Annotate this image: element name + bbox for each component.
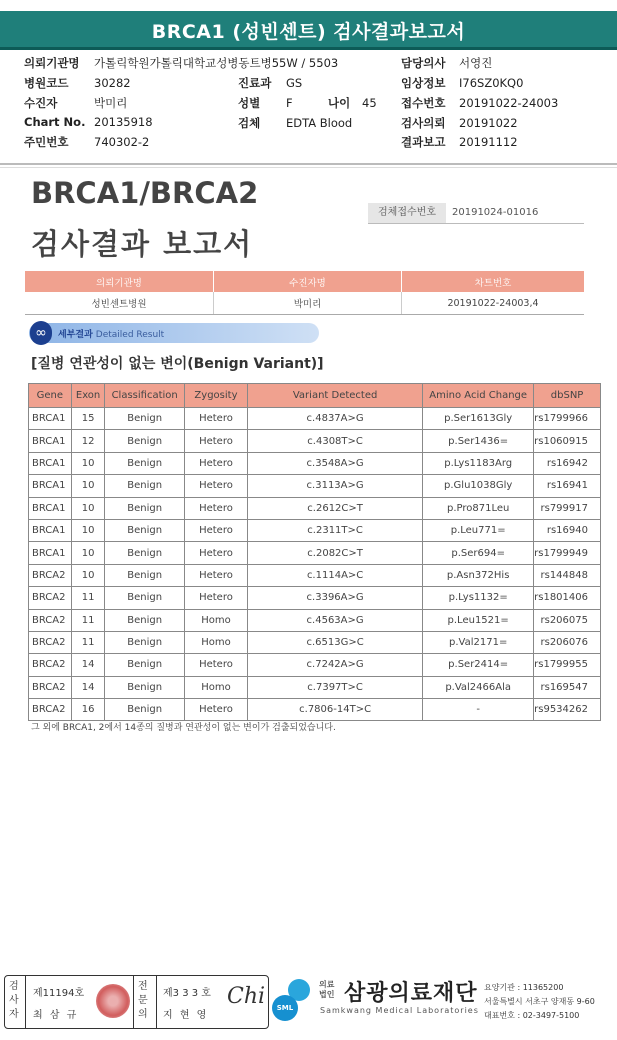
specialist-license-no: 제3 3 3 호 (163, 988, 211, 999)
table-cell: p.Leu1521= (423, 609, 534, 631)
logo-circle: SML (272, 995, 298, 1021)
request-row: 검사의뢰 20191022 (401, 116, 518, 130)
table-cell: rs16942 (534, 452, 601, 474)
clinical-row: 임상정보 I76SZ0KQ0 (401, 76, 524, 90)
column-header: 의뢰기관명 (25, 271, 214, 292)
table-cell: c.6513G>C (248, 631, 423, 653)
table-row (29, 654, 601, 676)
table-cell: p.Lys1132= (423, 587, 534, 609)
ribbon-icon: ∞ (30, 321, 52, 345)
table-cell: c.4563A>G (248, 609, 423, 631)
table-cell: c.4837A>G (248, 408, 423, 430)
table-cell: Hetero (184, 452, 247, 474)
doctor-row: 담당의사 서영진 (401, 56, 493, 70)
table-cell: Benign (105, 452, 184, 474)
table-cell: 10 (71, 519, 105, 541)
footnote: 그 외에 BRCA1, 2에서 14종의 질병과 연관성이 없는 변이가 검출되었습니다. (31, 723, 336, 733)
table-cell: 15 (71, 408, 105, 430)
table-cell: BRCA2 (29, 631, 72, 653)
column-header: Gene (29, 384, 72, 408)
table-row (29, 699, 601, 721)
detailed-result-label: 세부결과 Detailed Result (58, 330, 165, 340)
signature: Chi (227, 984, 266, 1009)
table-cell: Benign (105, 408, 184, 430)
table-cell: Benign (105, 430, 184, 452)
table-row (29, 519, 601, 541)
column-header: Zygosity (184, 384, 247, 408)
table-cell: Benign (105, 542, 184, 564)
table-cell: BRCA1 (29, 542, 72, 564)
table-cell: rs144848 (534, 564, 601, 586)
table-row (29, 497, 601, 519)
divider (0, 167, 617, 168)
table-cell: BRCA2 (29, 654, 72, 676)
table-cell: rs206076 (534, 631, 601, 653)
table-cell: Hetero (184, 654, 247, 676)
receipt-row: 접수번호 20191022-24003 (401, 96, 559, 110)
table-cell: p.Glu1038Gly (423, 475, 534, 497)
report-heading: 검사결과 보고서 (31, 227, 254, 261)
org-name-english: Samkwang Medical Laboratories (320, 1006, 479, 1015)
table-cell: Benign (105, 564, 184, 586)
specialist-label: 전문의 (138, 981, 148, 1020)
table-cell: Benign (105, 654, 184, 676)
patient-row: 수진자 박미리 (24, 96, 128, 110)
report-title-bar (0, 11, 617, 50)
table-cell: 14 (71, 676, 105, 698)
table-row (29, 631, 601, 653)
specimen-receipt-label: 검체접수번호 (368, 203, 446, 223)
signature-box (4, 975, 269, 1029)
table-cell: c.2082C>T (248, 542, 423, 564)
table-cell: 11 (71, 587, 105, 609)
table-row (29, 676, 601, 698)
table-row (29, 609, 601, 631)
table-cell: rs1801406 (534, 587, 601, 609)
table-cell: Homo (184, 609, 247, 631)
table-row (29, 452, 601, 474)
table-cell: rs9534262 (534, 699, 601, 721)
column-header: 차트번호 (402, 271, 585, 292)
org-address: 서울특별시 서초구 양재동 9-60 (484, 997, 595, 1006)
org-phone: 대표번호 : 02-3497-5100 (484, 1011, 580, 1020)
table-cell: Benign (105, 519, 184, 541)
examiner-license-no: 제11194호 (33, 988, 85, 999)
table-cell: 11 (71, 609, 105, 631)
table-cell: 10 (71, 542, 105, 564)
table-cell: Benign (105, 631, 184, 653)
divider (0, 163, 617, 165)
table-cell: p.Ser1436= (423, 430, 534, 452)
table-cell: Benign (105, 497, 184, 519)
org-code: 요양기관 : 11365200 (484, 983, 564, 992)
corp-label: 의료 법인 (319, 980, 335, 999)
table-cell: c.3548A>G (248, 452, 423, 474)
report-date-row: 결과보고 20191112 (401, 135, 518, 149)
section-title: [질병 연관성이 없는 변이(Benign Variant)] (31, 356, 324, 372)
table-cell: c.2612C>T (248, 497, 423, 519)
table-cell: BRCA2 (29, 587, 72, 609)
table-row (29, 408, 601, 430)
table-cell: 11 (71, 631, 105, 653)
table-cell: 12 (71, 430, 105, 452)
report-heading-genes: BRCA1/BRCA2 (31, 176, 259, 210)
table-cell: BRCA1 (29, 452, 72, 474)
specialist-name: 지 현 영 (163, 1010, 209, 1021)
table-cell: p.Val2171= (423, 631, 534, 653)
table-cell: rs1799966 (534, 408, 601, 430)
table-row (29, 475, 601, 497)
table-cell: BRCA2 (29, 609, 72, 631)
table-cell: rs799917 (534, 497, 601, 519)
table-cell: 16 (71, 699, 105, 721)
table-row (29, 430, 601, 452)
table-cell: 10 (71, 452, 105, 474)
table-cell: p.Lys1183Arg (423, 452, 534, 474)
institution-row: 의뢰기관명 가톨릭학원가톨릭대학교성병동트병55W / 5503 (24, 56, 339, 70)
examiner-label: 검사자 (9, 981, 19, 1020)
table-cell: Hetero (184, 699, 247, 721)
table-cell: p.Asn372His (423, 564, 534, 586)
table-cell: 14 (71, 654, 105, 676)
table-cell: c.2311T>C (248, 519, 423, 541)
table-cell: c.3396A>G (248, 587, 423, 609)
table-cell: rs16941 (534, 475, 601, 497)
seal-stamp (96, 984, 130, 1018)
table-cell: Hetero (184, 430, 247, 452)
table-cell: BRCA2 (29, 699, 72, 721)
table-cell: p.Leu771= (423, 519, 534, 541)
table-cell: rs1799955 (534, 654, 601, 676)
table-cell: p.Ser1613Gly (423, 408, 534, 430)
table-cell: Benign (105, 587, 184, 609)
table-cell: rs1060915 (534, 430, 601, 452)
table-cell: 10 (71, 475, 105, 497)
specimen-receipt-box (368, 203, 584, 224)
column-header: Exon (71, 384, 105, 408)
table-cell: rs16940 (534, 519, 601, 541)
column-header: Variant Detected (248, 384, 423, 408)
table-cell: c.4308T>C (248, 430, 423, 452)
table-row (29, 542, 601, 564)
patient-summary-table (25, 271, 584, 315)
table-cell: 10 (71, 564, 105, 586)
table-cell: 20191022-24003,4 (402, 292, 585, 315)
column-header: dbSNP (534, 384, 601, 408)
examiner-name: 최 삼 규 (33, 1010, 79, 1021)
specimen-row: 검체 EDTA Blood (238, 116, 353, 130)
table-cell: p.Ser694= (423, 542, 534, 564)
column-header: Classification (105, 384, 184, 408)
table-header-row (29, 384, 601, 408)
table-cell: BRCA2 (29, 564, 72, 586)
report-title: BRCA1 (성빈센트) 검사결과보고서 (151, 21, 466, 43)
table-cell: Hetero (184, 587, 247, 609)
table-cell: rs169547 (534, 676, 601, 698)
table-cell: c.7397T>C (248, 676, 423, 698)
table-cell: Homo (184, 631, 247, 653)
table-cell: c.3113A>G (248, 475, 423, 497)
table-row (29, 564, 601, 586)
table-cell: c.1114A>C (248, 564, 423, 586)
table-cell: Homo (184, 676, 247, 698)
table-cell: 박미리 (214, 292, 402, 315)
rrn-row: 주민번호 740302-2 (24, 135, 150, 149)
table-cell: p.Val2466Ala (423, 676, 534, 698)
table-cell: rs206075 (534, 609, 601, 631)
table-cell: Hetero (184, 564, 247, 586)
table-cell: Hetero (184, 408, 247, 430)
table-cell: p.Pro871Leu (423, 497, 534, 519)
table-cell: 10 (71, 497, 105, 519)
table-cell: - (423, 699, 534, 721)
chart-row: Chart No. 20135918 (24, 115, 153, 129)
table-row (29, 587, 601, 609)
table-cell: BRCA1 (29, 519, 72, 541)
table-cell: c.7806-14T>C (248, 699, 423, 721)
table-cell: BRCA1 (29, 408, 72, 430)
column-header: Amino Acid Change (423, 384, 534, 408)
table-cell: BRCA1 (29, 430, 72, 452)
hospital-code-row: 병원코드 30282 (24, 76, 131, 90)
table-cell: Hetero (184, 519, 247, 541)
org-name: 삼광의료재단 (344, 981, 478, 1006)
table-cell: BRCA1 (29, 497, 72, 519)
table-cell: Benign (105, 676, 184, 698)
table-cell: Hetero (184, 475, 247, 497)
table-cell: rs1799949 (534, 542, 601, 564)
dept-row: 진료과 GS (238, 76, 303, 90)
sex-row: 성별 F 나이 45 (238, 96, 377, 110)
table-cell: p.Ser2414= (423, 654, 534, 676)
table-cell: 성빈센트병원 (25, 292, 214, 315)
table-cell: BRCA1 (29, 475, 72, 497)
column-header: 수진자명 (214, 271, 402, 292)
specimen-receipt-value: 20191024-01016 (452, 207, 539, 218)
variant-table (28, 383, 601, 721)
table-cell: Hetero (184, 497, 247, 519)
table-cell: c.7242A>G (248, 654, 423, 676)
table-cell: Benign (105, 475, 184, 497)
table-cell: Benign (105, 699, 184, 721)
table-cell: BRCA2 (29, 676, 72, 698)
table-cell: Benign (105, 609, 184, 631)
table-cell: Hetero (184, 542, 247, 564)
